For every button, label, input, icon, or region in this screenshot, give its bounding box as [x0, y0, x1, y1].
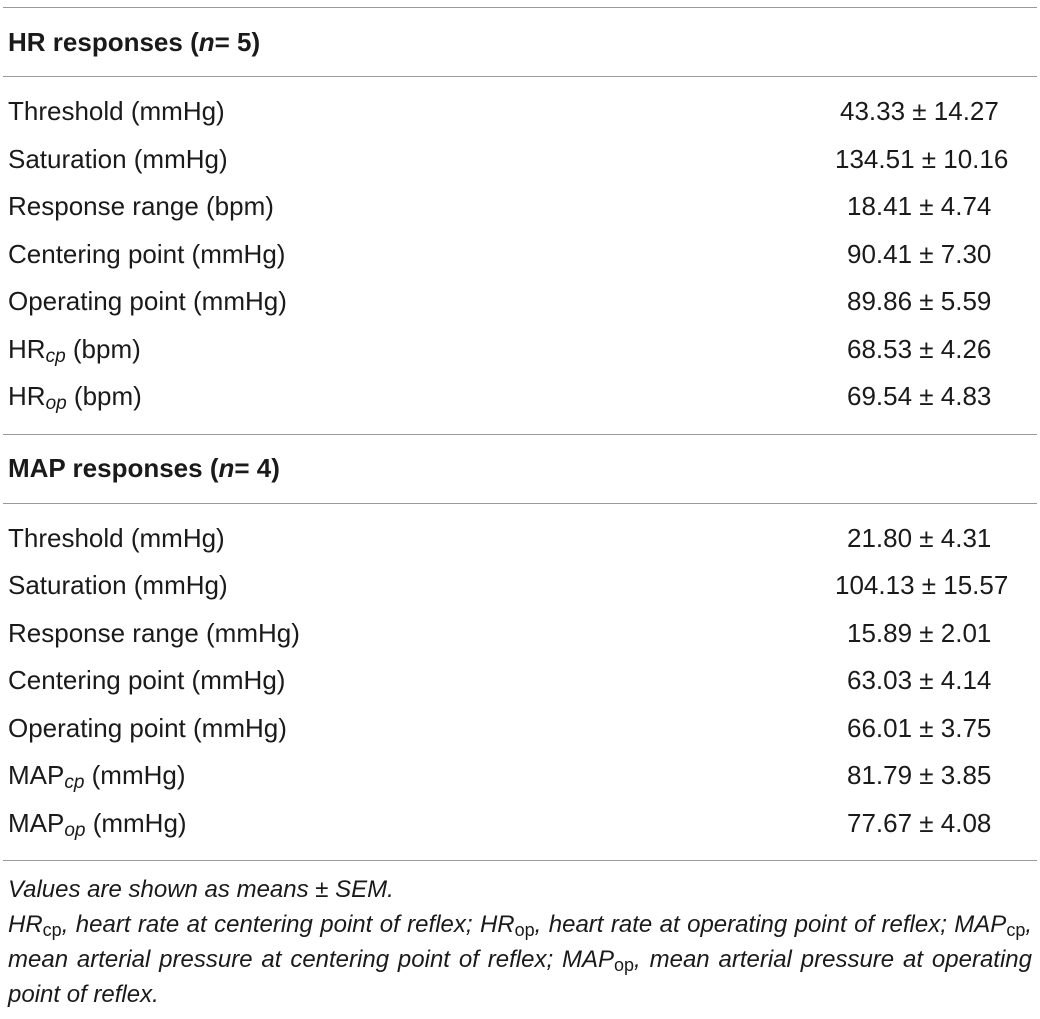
n-symbol: n: [218, 453, 235, 483]
row-value: 134.51 ± 10.16: [835, 143, 1009, 174]
section-title: MAP responses (: [8, 453, 219, 483]
row-label: Operating point (mmHg): [8, 712, 287, 743]
n-value: = 5): [214, 26, 261, 57]
row-label: $MAP_{op}$ (mmHg): [8, 807, 187, 841]
table-row: [0, 231, 1040, 279]
row-value: 77.67 ± 4.08: [847, 807, 992, 838]
row-value: 15.89 ± 2.01: [847, 617, 992, 648]
row-value: 81.79 ± 3.85: [847, 760, 992, 791]
section-header-map: [0, 435, 1040, 503]
row-value: 18.41 ± 4.74: [847, 191, 992, 222]
row-value: 43.33 ± 14.27: [840, 96, 999, 127]
row-label: Centering point (mmHg): [8, 665, 286, 696]
row-label: Centering point (mmHg): [8, 238, 286, 269]
footnote-abbreviations: $HR_{cp}$, heart rate at centering point of reflex; $HR_{op}$, heart rate at operating point of reflex; $MAP_{cp}$, mean arterial pressure at centering point of reflex; $MAP_{op}$, mean arterial pressure at operating point of reflex.: [8, 911, 1032, 1008]
table-row: [0, 610, 1040, 658]
table-row: [0, 373, 1040, 421]
table-row: [0, 752, 1040, 800]
section-rows-hr: [0, 77, 1040, 434]
row-label: $MAP_{cp}$ (mmHg): [8, 760, 186, 794]
row-value: 66.01 ± 3.75: [847, 712, 992, 743]
row-label: Saturation (mmHg): [8, 570, 228, 601]
table-row: [0, 515, 1040, 563]
row-label: $HR_{op}$ (bpm): [8, 381, 142, 415]
row-label: Threshold (mmHg): [8, 522, 225, 553]
table-row: [0, 562, 1040, 610]
row-value: 69.54 ± 4.83: [847, 381, 992, 412]
row-value: 90.41 ± 7.30: [847, 238, 992, 269]
row-label: Saturation (mmHg): [8, 143, 228, 174]
table-row: [0, 278, 1040, 326]
table-row: [0, 657, 1040, 705]
table-row: [0, 800, 1040, 848]
row-label: $HR_{cp}$ (bpm): [8, 333, 141, 367]
row-value: 63.03 ± 4.14: [847, 665, 992, 696]
footnote-values-note: Values are shown as means ± SEM.: [8, 876, 394, 903]
n-symbol: n: [198, 26, 215, 57]
row-label: Response range (mmHg): [8, 617, 300, 648]
section-title: HR responses (: [8, 26, 199, 57]
row-value: 89.86 ± 5.59: [847, 286, 992, 317]
row-value: 104.13 ± 15.57: [835, 570, 1009, 601]
row-label: Response range (bpm): [8, 191, 274, 222]
section-rows-map: [0, 504, 1040, 861]
table-row: [0, 136, 1040, 184]
row-value: 21.80 ± 4.31: [847, 522, 992, 553]
n-value: = 4): [234, 453, 280, 483]
table-row: [0, 326, 1040, 374]
table-row: [0, 705, 1040, 753]
row-label: Threshold (mmHg): [8, 96, 225, 127]
row-value: 68.53 ± 4.26: [847, 333, 992, 364]
table-row: [0, 88, 1040, 136]
table-footnote: [0, 861, 1040, 1012]
table-row: [0, 183, 1040, 231]
row-label: Operating point (mmHg): [8, 286, 287, 317]
section-header-hr: [0, 8, 1040, 76]
